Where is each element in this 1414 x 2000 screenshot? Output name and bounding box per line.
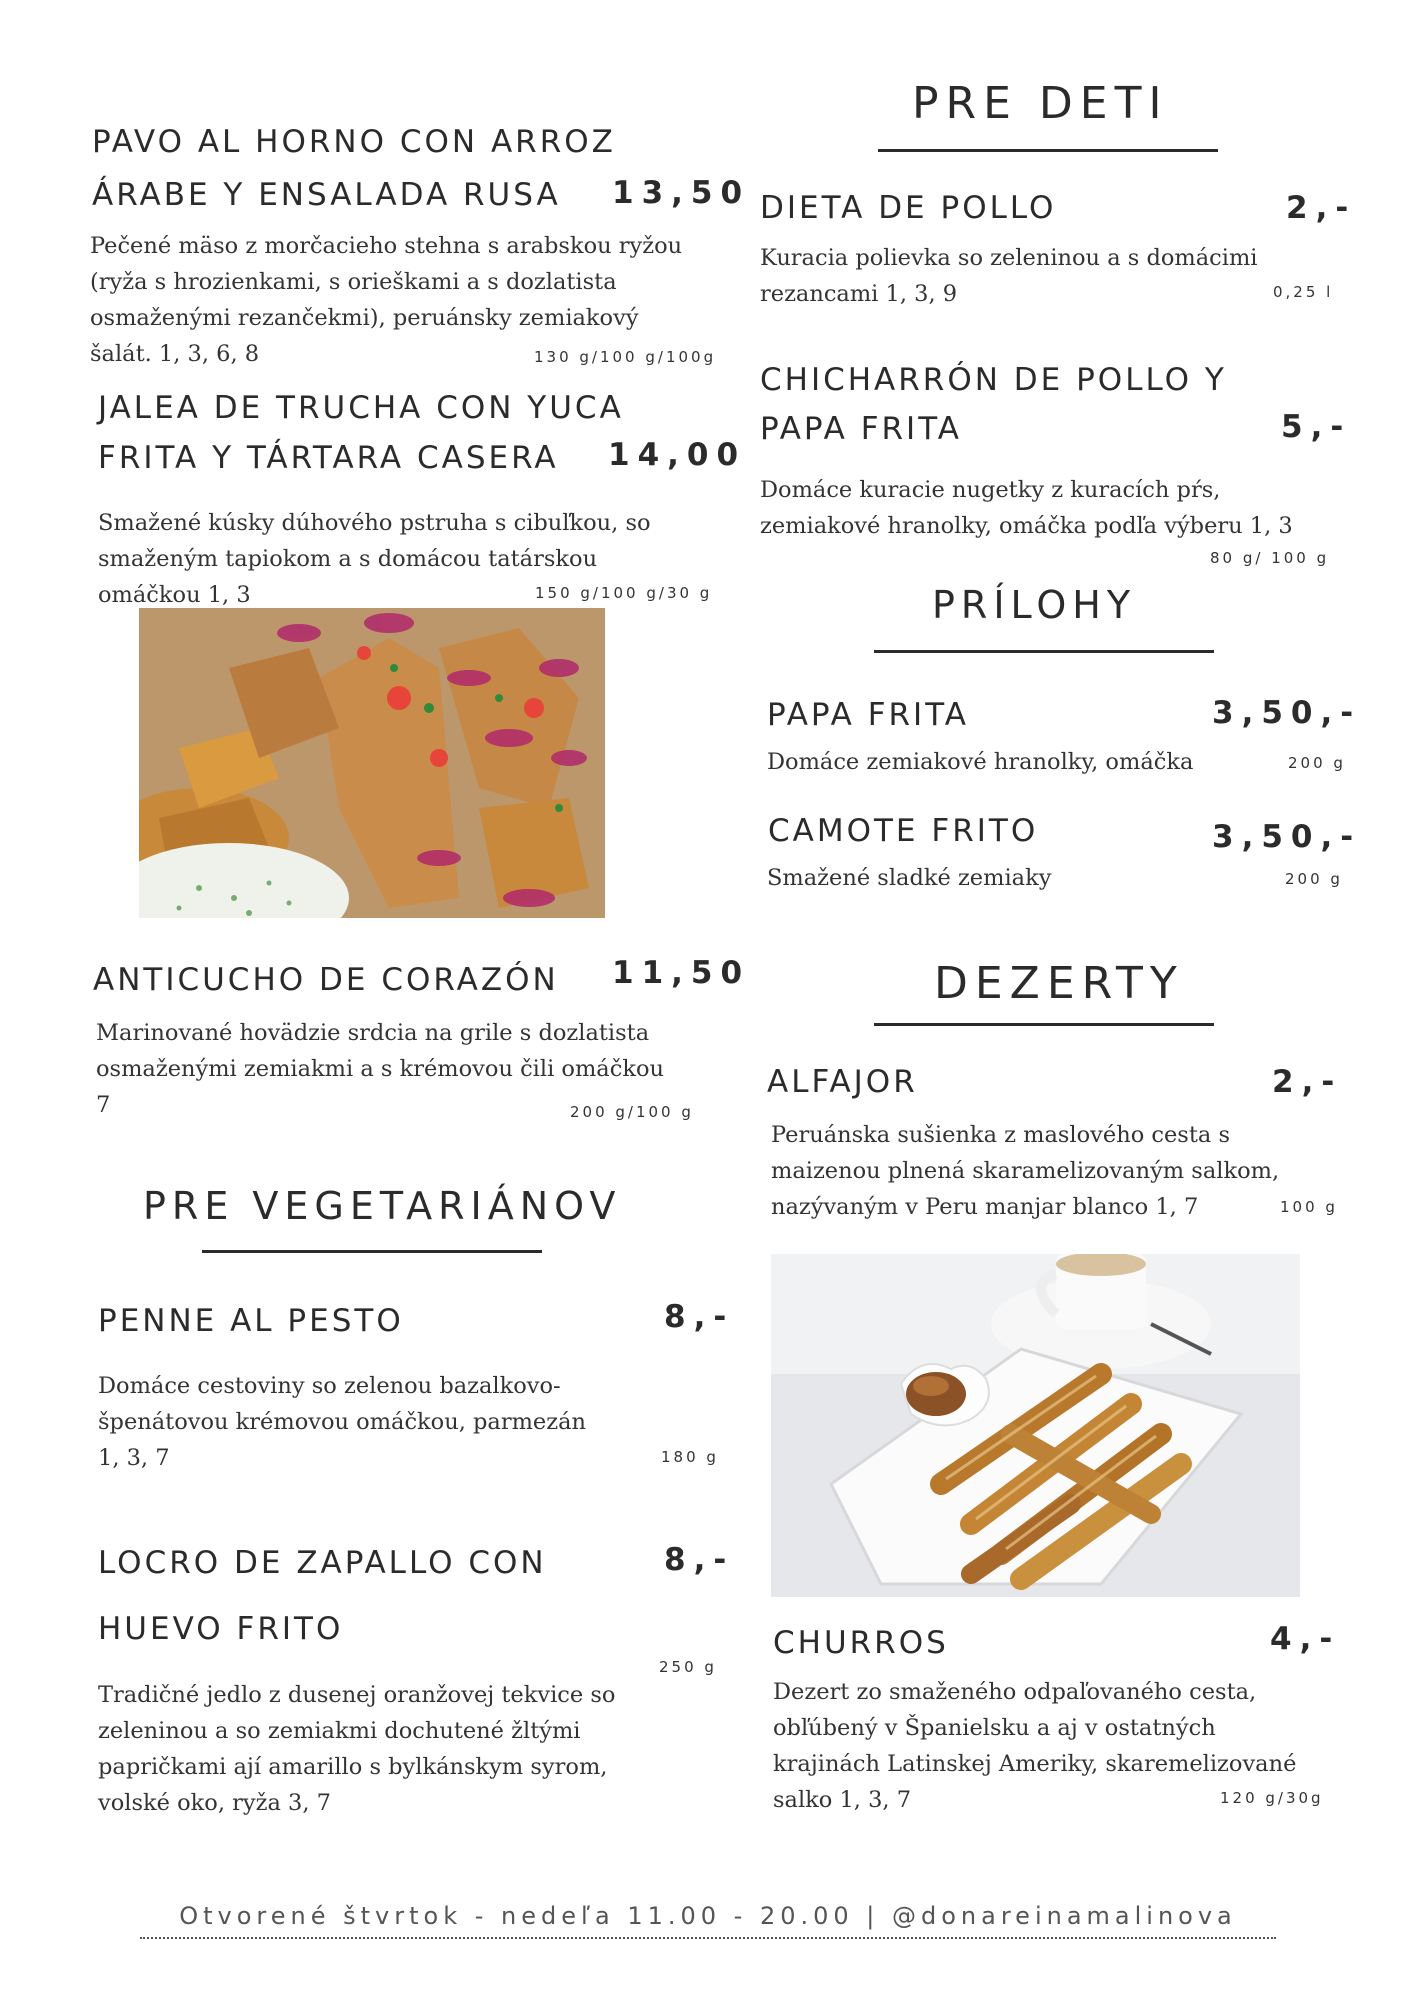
desc-line: zeleninou a so zemiakmi dochutené žltými (98, 1718, 581, 1744)
desc-line: Dezert zo smaženého odpaľovaného cesta, (773, 1679, 1257, 1705)
desc-line: papričkami ají amarillo s bylkánskym syrom, (98, 1754, 608, 1780)
dieta-price: 2,- (1286, 190, 1357, 226)
desserts-section-heading: DEZERTY (934, 958, 1184, 1009)
desc-line: Marinované hovädzie srdcia na grile s dozlatista (96, 1020, 650, 1046)
penne-price: 8,- (664, 1299, 735, 1335)
papa-frita-price: 3,50,- (1212, 695, 1362, 731)
dieta-description (760, 240, 1258, 312)
sides-section-heading: PRÍLOHY (932, 583, 1137, 627)
anticucho-weight: 200 g/100 g (570, 1103, 694, 1121)
penne-description (98, 1368, 586, 1476)
chicharron-title-line2: PAPA FRITA (760, 411, 962, 447)
desc-line: (ryža s hrozienkami, s orieškami a s dozlatista (90, 269, 617, 295)
pavo-title-line2: ÁRABE Y ENSALADA RUSA (92, 177, 561, 213)
locro-description (98, 1677, 615, 1821)
pavo-title-line1: PAVO AL HORNO CON ARROZ (92, 124, 616, 160)
alfajor-title: ALFAJOR (767, 1064, 918, 1100)
locro-weight: 250 g (659, 1658, 717, 1676)
desc-line: špenátovou krémovou omáčkou, parmezán (98, 1409, 587, 1435)
dieta-title: DIETA DE POLLO (760, 190, 1057, 226)
anticucho-price: 11,50 (612, 955, 751, 991)
churros-photo (771, 1254, 1300, 1597)
penne-title: PENNE AL PESTO (98, 1303, 404, 1339)
desc-line: nazývaným v Peru manjar blanco 1, 7 (771, 1194, 1199, 1220)
desc-line: volské oko, ryža 3, 7 (98, 1790, 331, 1816)
pavo-weight: 130 g/100 g/100g (534, 348, 717, 366)
footer-opening-hours: Otvorené štvrtok - nedeľa 11.00 - 20.00 | @donareinamalinova (179, 1902, 1237, 1930)
papa-frita-title: PAPA FRITA (767, 697, 969, 733)
alfajor-description (771, 1117, 1279, 1225)
kids-section-heading: PRE DETI (912, 78, 1169, 129)
locro-title-line1: LOCRO DE ZAPALLO CON (98, 1545, 547, 1581)
dieta-weight: 0,25 l (1273, 283, 1334, 301)
chicharron-description (760, 472, 1293, 544)
jalea-title-line1: JALEA DE TRUCHA CON YUCA (98, 390, 624, 426)
churros-title: CHURROS (773, 1625, 949, 1661)
camote-frito-title: CAMOTE FRITO (768, 813, 1039, 849)
desc-line: Pečené mäso z morčacieho stehna s arabskou ryžou (90, 233, 683, 259)
fried-fish-photo (139, 608, 605, 918)
penne-weight: 180 g (661, 1448, 719, 1466)
section-divider (878, 149, 1218, 152)
camote-frito-price: 3,50,- (1212, 819, 1362, 855)
camote-frito-description: Smažené sladké zemiaky (767, 865, 1052, 891)
alfajor-weight: 100 g (1280, 1198, 1338, 1216)
desc-line: rezancami 1, 3, 9 (760, 281, 958, 307)
desc-line: 1, 3, 7 (98, 1445, 170, 1471)
desc-line: Smažené kúsky dúhového pstruha s cibuľkou, so (98, 510, 651, 536)
section-divider (202, 1250, 542, 1253)
locro-title-line2: HUEVO FRITO (98, 1611, 344, 1647)
desc-line: obľúbený v Španielsku a aj v ostatných (773, 1715, 1216, 1741)
vegetarian-section-heading: PRE VEGETARIÁNOV (143, 1184, 622, 1228)
chicharron-price: 5,- (1281, 409, 1352, 445)
desc-line: maizenou plnená skaramelizovaným salkom, (771, 1158, 1280, 1184)
section-divider (874, 1023, 1214, 1026)
desc-line: osmaženými zemiakmi a s krémovou čili omáčkou (96, 1056, 664, 1082)
desc-line: krajinách Latinskej Ameriky, skaremelizované (773, 1751, 1297, 1777)
alfajor-price: 2,- (1272, 1064, 1343, 1100)
chicharron-weight: 80 g/ 100 g (1210, 549, 1330, 567)
desc-line: omáčkou 1, 3 (98, 582, 251, 608)
locro-price: 8,- (664, 1542, 735, 1578)
section-divider (874, 650, 1214, 653)
footer-divider (140, 1937, 1276, 1939)
jalea-price: 14,00 (608, 437, 747, 473)
desc-line: osmaženými rezančekmi), peruánsky zemiakový (90, 305, 639, 331)
desc-line: Domáce cestoviny so zelenou bazalkovo- (98, 1373, 561, 1399)
desc-line: Kuracia polievka so zeleninou a s domácimi (760, 245, 1258, 271)
churros-weight: 120 g/30g (1220, 1789, 1324, 1807)
desc-line: zemiakové hranolky, omáčka podľa výberu 1, 3 (760, 513, 1293, 539)
chicharron-title-line1: CHICHARRÓN DE POLLO Y (760, 362, 1227, 398)
papa-frita-description: Domáce zemiakové hranolky, omáčka (767, 749, 1194, 775)
desc-line: Tradičné jedlo z dusenej oranžovej tekvice so (98, 1682, 616, 1708)
jalea-title-line2: FRITA Y TÁRTARA CASERA (98, 440, 559, 476)
desc-line: salko 1, 3, 7 (773, 1787, 912, 1813)
papa-frita-weight: 200 g (1288, 754, 1346, 772)
camote-frito-weight: 200 g (1285, 870, 1343, 888)
churros-price: 4,- (1270, 1621, 1341, 1657)
desc-line: Domáce kuracie nugetky z kuracích pŕs, (760, 477, 1221, 503)
desc-line: smaženým tapiokom a s domácou tatárskou (98, 546, 598, 572)
churros-description (773, 1674, 1296, 1818)
desc-line: 7 (96, 1092, 111, 1118)
jalea-weight: 150 g/100 g/30 g (535, 584, 713, 602)
pavo-price: 13,50 (612, 175, 751, 211)
desc-line: šalát. 1, 3, 6, 8 (90, 341, 260, 367)
anticucho-title: ANTICUCHO DE CORAZÓN (93, 962, 559, 998)
desc-line: Peruánska sušienka z maslového cesta s (771, 1122, 1231, 1148)
